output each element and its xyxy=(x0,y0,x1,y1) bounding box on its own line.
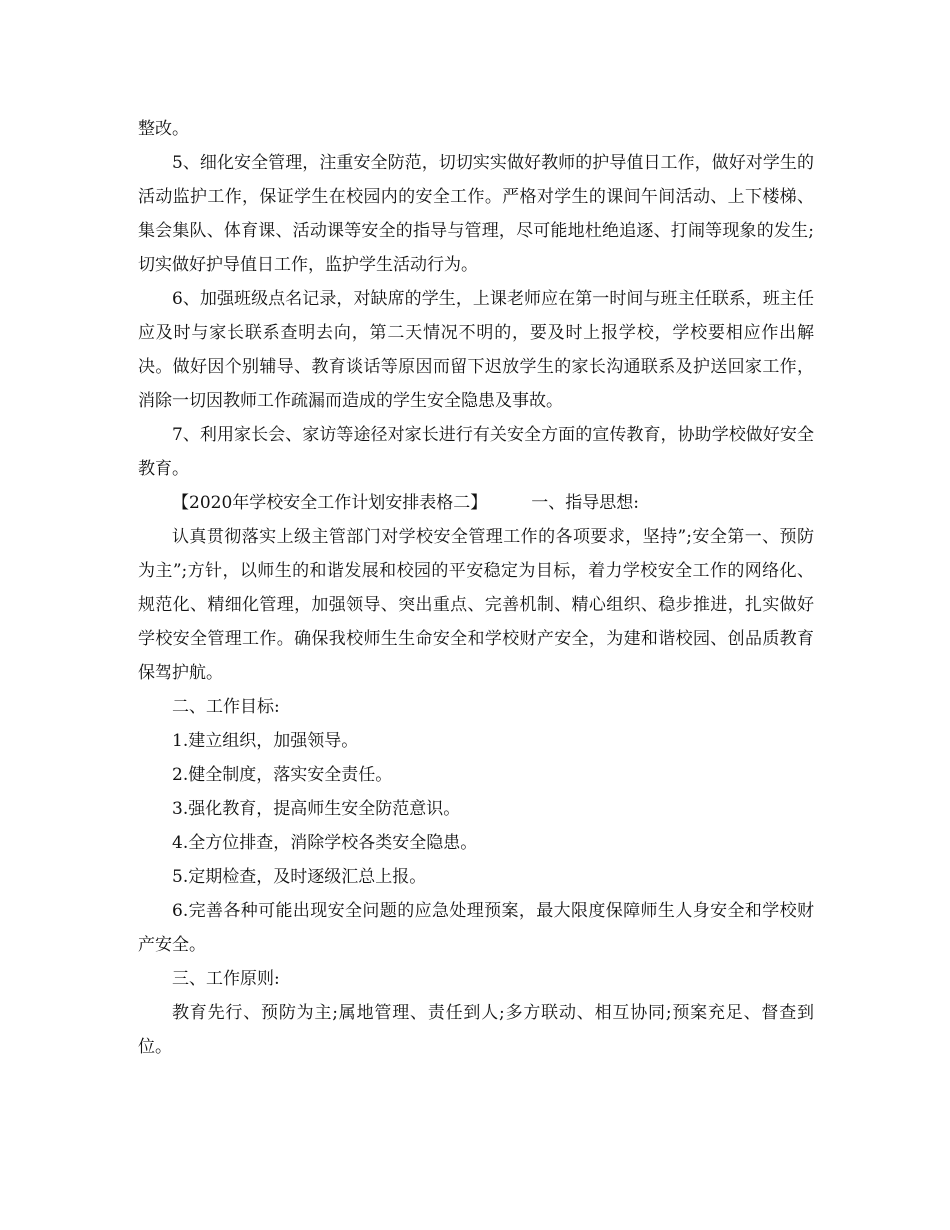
document-body xyxy=(138,112,814,1064)
principles-heading: 三、工作原则: xyxy=(172,969,280,989)
guiding-paragraph: 认真贯彻落实上级主管部门对学校安全管理工作的各项要求，坚持”;安全第一、预防为主”;方针，以师生的和谐发展和校园的平安稳定为目标，着力学校安全工作的网络化、规范化、精细化管理，加强领导、突出重点、完善机制、精心组织、稳步推进，扎实做好学校安全管理工作。确保我校师生生命安全和学校财产安全，为建和谐校园、创品质教育保驾护航。 xyxy=(138,527,814,683)
goal-item: 5.定期检查，及时逐级汇总上报。 xyxy=(172,867,427,887)
section-subtitle: 一、指导思想: xyxy=(531,493,639,513)
paragraph-item-5: 5、细化安全管理，注重安全防范，切切实实做好教师的护导值日工作，做好对学生的活动监护工作，保证学生在校园内的安全工作。严格对学生的课间午间活动、上下楼梯、集会集队、体育课、活动课等安全的指导与管理，尽可能地杜绝追逐、打闹等现象的发生;切实做好护导值日工作，监护学生活动行为。 xyxy=(138,153,814,275)
goal-item: 2.健全制度，落实安全责任。 xyxy=(172,765,393,785)
paragraph-continuation: 整改。 xyxy=(138,119,189,139)
section-title: 【2020年学校安全工作计划安排表格二】 xyxy=(172,493,488,513)
goal-item: 4.全方位排查，消除学校各类安全隐患。 xyxy=(172,833,478,853)
goals-heading: 二、工作目标: xyxy=(172,697,280,717)
paragraph-item-6: 6、加强班级点名记录，对缺席的学生，上课老师应在第一时间与班主任联系，班主任应及时与家长联系查明去向，第二天情况不明的，要及时上报学校，学校要相应作出解决。做好因个别辅导、教育谈话等原因而留下迟放学生的家长沟通联系及护送回家工作，消除一切因教师工作疏漏而造成的学生安全隐患及事故。 xyxy=(138,289,814,411)
principles-paragraph: 教育先行、预防为主;属地管理、责任到人;多方联动、相互协同;预案充足、督查到位。 xyxy=(138,1003,814,1057)
goal-item: 1.建立组织，加强领导。 xyxy=(172,731,359,751)
goal-item: 6.完善各种可能出现安全问题的应急处理预案，最大限度保障师生人身安全和学校财产安全。 xyxy=(138,901,814,955)
section-heading-line xyxy=(138,486,814,520)
goal-item: 3.强化教育，提高师生安全防范意识。 xyxy=(172,799,461,819)
paragraph-item-7: 7、利用家长会、家访等途径对家长进行有关安全方面的宣传教育，协助学校做好安全教育。 xyxy=(138,425,814,479)
